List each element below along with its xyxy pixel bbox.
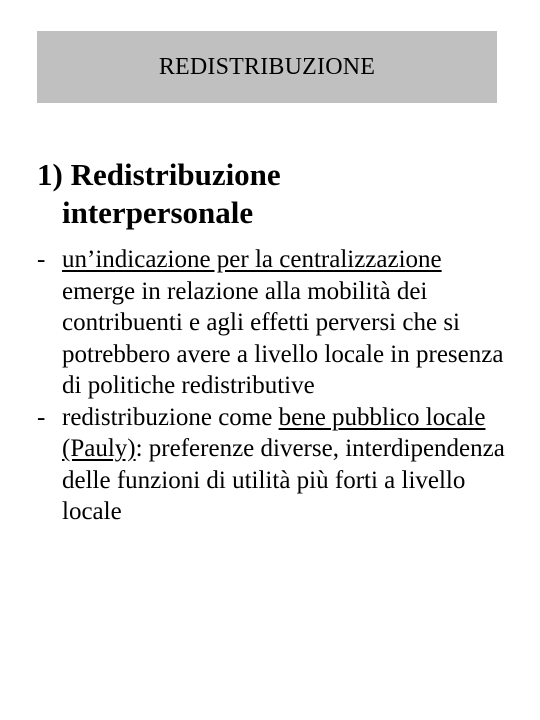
bullet-item-centralization [37,244,517,402]
bullet-text [62,244,517,402]
bullet-rest-text: : preferenze diverse, interdipendenza delle funzioni di utilità più forti a livello locale [62,435,505,525]
slide-title: REDISTRIBUZIONE [158,53,376,80]
heading-line-2: interpersonale [62,195,254,230]
title-banner [37,31,497,103]
bullet-dash: - [37,246,46,273]
underlined-phrase: bene pubblico locale (Pauly) [62,403,486,462]
bullet-text [62,402,517,528]
heading-line-1: 1) Redistribuzione [37,157,281,192]
bullet-item-public-good [37,402,517,528]
bullet-dash: - [37,403,46,431]
bullet-list [37,244,517,528]
bullet-prefix-text: redistribuzione come [62,403,279,431]
underlined-phrase: un’indicazione per la centralizzazione [62,246,442,273]
bullet-rest-text: emerge in relazione alla mobilità dei contribuenti e agli effetti perversi che si potrebbero avere a livello locale in presenza di politiche redistributive [62,277,504,399]
section-heading [37,156,507,232]
